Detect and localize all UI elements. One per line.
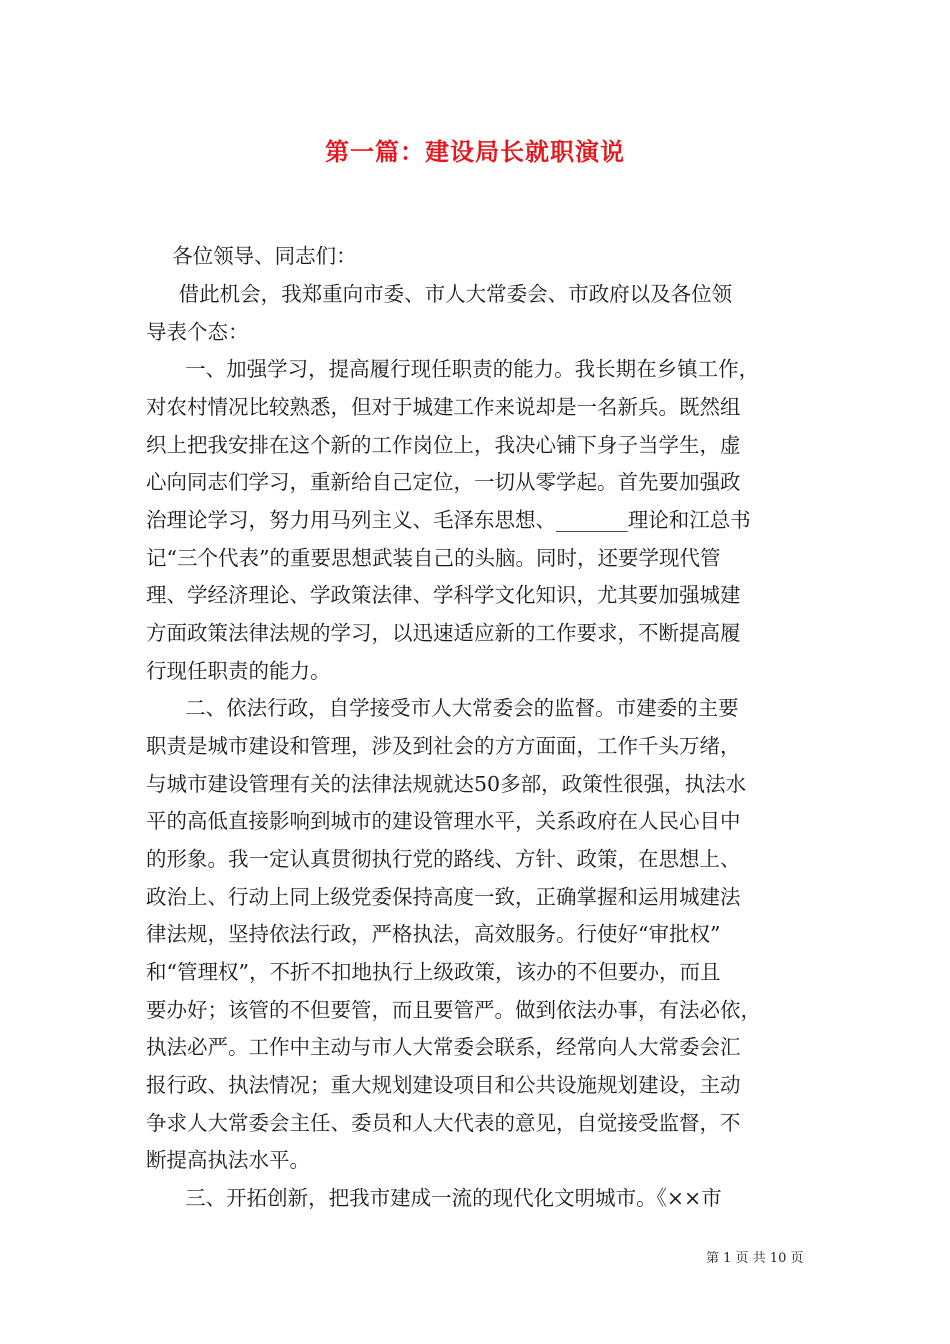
text-line: 要办好；该管的不但要管，而且要管严。做到依法办事，有法必依， <box>146 998 761 1022</box>
text-line: 政治上、行动上同上级党委保持高度一致，正确掌握和运用城建法 <box>146 885 741 909</box>
text-line: 对农村情况比较熟悉，但对于城建工作来说却是一名新兵。既然组 <box>146 395 741 419</box>
text-line: 行现任职责的能力。 <box>146 659 331 683</box>
text-line: 一、加强学习，提高履行现任职责的能力。我长期在乡镇工作， <box>146 357 760 381</box>
text-line: 导表个态： <box>146 320 249 344</box>
text-line: 借此机会，我郑重向市委、市人大常委会、市政府以及各位领 <box>146 282 733 306</box>
text-line: 报行政、执法情况；重大规划建设项目和公共设施规划建设，主动 <box>146 1073 741 1097</box>
page-number-footer: 第 1 页 共 10 页 <box>706 1251 804 1266</box>
text-line: 争求人大常委会主任、委员和人大代表的意见，自觉接受监督，不 <box>146 1111 741 1135</box>
text-line: 执法必严。工作中主动与市人大常委会联系，经常向人大常委会汇 <box>146 1035 741 1059</box>
text-line: 方面政策法律法规的学习，以迅速适应新的工作要求，不断提高履 <box>146 621 741 645</box>
text-line: 和“管理权”，不折不扣地执行上级政策，该办的不但要办，而且 <box>146 960 721 984</box>
text-line: 的形象。我一定认真贯彻执行党的路线、方针、政策，在思想上、 <box>146 847 741 871</box>
text-line: 三、开拓创新，把我市建成一流的现代化文明城市。《××市 <box>146 1186 722 1210</box>
text-line: 平的高低直接影响到城市的建设管理水平，关系政府在人民心目中 <box>146 809 741 833</box>
text-line: 心向同志们学习，重新给自己定位，一切从零学起。首先要加强政 <box>146 470 741 494</box>
text-line: 理、学经济理论、学政策法律、学科学文化知识，尤其要加强城建 <box>146 583 741 607</box>
text-line: 与城市建设管理有关的法律法规就达50多部，政策性很强，执法水 <box>146 772 747 796</box>
text-line: 律法规，坚持依法行政，严格执法，高效服务。行使好“审批权” <box>146 922 721 946</box>
text-line: 二、依法行政，自学接受市人大常委会的监督。市建委的主要 <box>146 696 739 720</box>
document-title: 第一篇：建设局长就职演说 <box>325 137 625 166</box>
text-line: 记“三个代表”的重要思想武装自己的头脑。同时，还要学现代管 <box>146 546 721 570</box>
text-line: 各位领导、同志们： <box>146 244 357 268</box>
text-line: 职责是城市建设和管理，涉及到社会的方方面面，工作千头万绪， <box>146 734 741 758</box>
text-line: 织上把我安排在这个新的工作岗位上，我决心铺下身子当学生，虚 <box>146 433 741 457</box>
text-line: 断提高执法水平。 <box>146 1148 310 1172</box>
text-line: 治理论学习，努力用马列主义、毛泽东思想、_______理论和江总书 <box>146 508 751 532</box>
